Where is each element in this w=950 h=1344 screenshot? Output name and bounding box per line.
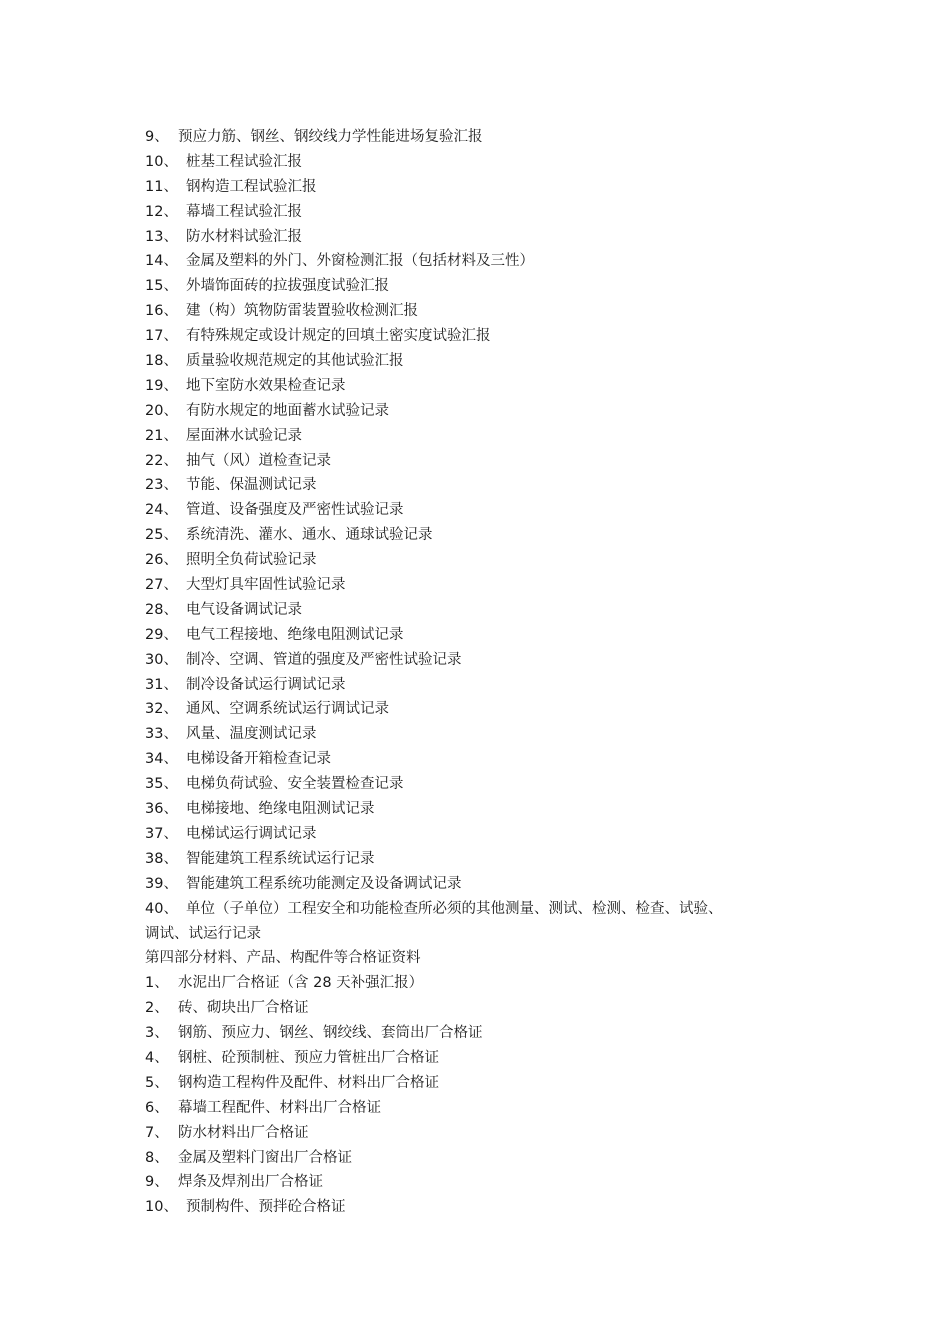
list-item xyxy=(145,573,815,598)
list-item xyxy=(145,473,815,498)
list-item-text: 建（构）筑物防雷装置验收检测汇报 xyxy=(186,303,418,320)
list-item-number: 20、 xyxy=(145,402,178,419)
list-item-number: 12、 xyxy=(145,203,178,220)
list-item-text: 电气工程接地、绝缘电阻测试记录 xyxy=(186,626,404,643)
list-item-number: 29、 xyxy=(145,626,178,643)
list-item-text: 电梯试运行调试记录 xyxy=(186,825,317,842)
list-item-text: 外墙饰面砖的拉拔强度试验汇报 xyxy=(186,278,389,295)
list-item-number: 26、 xyxy=(145,552,178,569)
section4-heading: 第四部分材料、产品、构配件等合格证资料 xyxy=(145,950,421,967)
list-item xyxy=(145,797,815,822)
list-item-text: 焊条及焊剂出厂合格证 xyxy=(178,1174,323,1191)
list-item xyxy=(145,697,815,722)
list-item xyxy=(145,175,815,200)
list-item-text: 电梯负荷试验、安全装置检查记录 xyxy=(186,776,404,793)
list-item-number: 6、 xyxy=(145,1099,169,1116)
list-item xyxy=(145,225,815,250)
list-item xyxy=(145,1146,815,1171)
list-item xyxy=(145,971,815,996)
list-item-text: 抽气（风）道检查记录 xyxy=(186,452,331,469)
list-item xyxy=(145,449,815,474)
list-item-text: 大型灯具牢固性试验记录 xyxy=(186,577,346,594)
list-item-text: 制冷、空调、管道的强度及严密性试验记录 xyxy=(186,651,462,668)
list-item-number: 1、 xyxy=(145,975,169,992)
list-item xyxy=(145,349,815,374)
list-item xyxy=(145,150,815,175)
list-item xyxy=(145,673,815,698)
list-item-text: 钢筋、预应力、钢丝、钢绞线、套筒出厂合格证 xyxy=(178,1025,483,1042)
list-item xyxy=(145,125,815,150)
list-item-number: 38、 xyxy=(145,850,178,867)
list-item-text: 系统清洗、灌水、通水、通球试验记录 xyxy=(186,527,433,544)
list-item-number: 11、 xyxy=(145,178,178,195)
list-item-number: 31、 xyxy=(145,676,178,693)
list-item-number: 30、 xyxy=(145,651,178,668)
list-item-text: 智能建筑工程系统试运行记录 xyxy=(186,850,375,867)
list-item xyxy=(145,374,815,399)
list-item-number: 9、 xyxy=(145,1174,169,1191)
list-item xyxy=(145,1071,815,1096)
list-item-text-line1: 单位（子单位）工程安全和功能检查所必须的其他测量、测试、检测、检查、试验、 xyxy=(186,900,723,917)
list-item-text: 钢构造工程构件及配件、材料出厂合格证 xyxy=(178,1074,439,1091)
list-item-text: 钢构造工程试验汇报 xyxy=(186,178,317,195)
list-item-text: 有防水规定的地面蓄水试验记录 xyxy=(186,402,389,419)
list-item-text: 钢桩、砼预制桩、预应力管桩出厂合格证 xyxy=(178,1049,439,1066)
list-item-text: 地下室防水效果检查记录 xyxy=(186,377,346,394)
list-item-number: 32、 xyxy=(145,701,178,718)
list-item-number: 13、 xyxy=(145,228,178,245)
list-item-number: 36、 xyxy=(145,801,178,818)
list-item xyxy=(145,548,815,573)
list-item-number: 10、 xyxy=(145,1199,178,1216)
list-item xyxy=(145,1121,815,1146)
list-item-number: 7、 xyxy=(145,1124,169,1141)
list-item-number: 40、 xyxy=(145,900,178,917)
list-item-number: 5、 xyxy=(145,1074,169,1091)
list-item-number: 18、 xyxy=(145,353,178,370)
list-item-text: 风量、温度测试记录 xyxy=(186,726,317,743)
list-item-number: 19、 xyxy=(145,377,178,394)
list-item-number: 33、 xyxy=(145,726,178,743)
list-item xyxy=(145,299,815,324)
list-item-text: 防水材料出厂合格证 xyxy=(178,1124,309,1141)
list-item-number: 4、 xyxy=(145,1049,169,1066)
list-item-text: 预制构件、预拌砼合格证 xyxy=(186,1199,346,1216)
list-item xyxy=(145,1021,815,1046)
list-item xyxy=(145,648,815,673)
list-item xyxy=(145,1170,815,1195)
list-item-text: 节能、保温测试记录 xyxy=(186,477,317,494)
list-item xyxy=(145,498,815,523)
list-item-text: 防水材料试验汇报 xyxy=(186,228,302,245)
list-item-number: 10、 xyxy=(145,153,178,170)
list-item-text: 通风、空调系统试运行调试记录 xyxy=(186,701,389,718)
list-item-text: 水泥出厂合格证（含 28 天补强汇报） xyxy=(178,975,424,992)
list-item-text: 电气设备调试记录 xyxy=(186,601,302,618)
list-item-number: 22、 xyxy=(145,452,178,469)
list-item xyxy=(145,623,815,648)
list-item-number: 21、 xyxy=(145,427,178,444)
list-item-text-line2: 调试、试运行记录 xyxy=(145,925,261,942)
list-item-text: 砖、砌块出厂合格证 xyxy=(178,1000,309,1017)
list-item-number: 16、 xyxy=(145,303,178,320)
list-item xyxy=(145,1195,815,1220)
list-item-text: 有特殊规定或设计规定的回填土密实度试验汇报 xyxy=(186,328,491,345)
section4-list xyxy=(145,971,815,1220)
list-item xyxy=(145,324,815,349)
list-item-number: 35、 xyxy=(145,776,178,793)
list-item-number: 14、 xyxy=(145,253,178,270)
list-item-text: 桩基工程试验汇报 xyxy=(186,153,302,170)
list-item-number: 28、 xyxy=(145,601,178,618)
list-item xyxy=(145,822,815,847)
list-item-text: 屋面淋水试验记录 xyxy=(186,427,302,444)
section3-list xyxy=(145,125,815,897)
list-item-number: 34、 xyxy=(145,751,178,768)
list-item xyxy=(145,598,815,623)
list-item-text: 电梯设备开箱检查记录 xyxy=(186,751,331,768)
list-item xyxy=(145,523,815,548)
list-item xyxy=(145,200,815,225)
list-item xyxy=(145,722,815,747)
list-item xyxy=(145,424,815,449)
list-item-number: 9、 xyxy=(145,129,169,145)
list-item-text: 幕墙工程试验汇报 xyxy=(186,203,302,220)
list-item xyxy=(145,1096,815,1121)
list-item-text: 质量验收规范规定的其他试验汇报 xyxy=(186,353,404,370)
list-item-text: 金属及塑料的外门、外窗检测汇报（包括材料及三性） xyxy=(186,253,534,270)
document-content xyxy=(145,125,815,1220)
list-item-number: 37、 xyxy=(145,825,178,842)
list-item-number: 8、 xyxy=(145,1149,169,1166)
list-item xyxy=(145,747,815,772)
list-item xyxy=(145,772,815,797)
list-item-number: 23、 xyxy=(145,477,178,494)
list-item xyxy=(145,1046,815,1071)
list-item-text: 智能建筑工程系统功能测定及设备调试记录 xyxy=(186,875,462,892)
list-item-number: 27、 xyxy=(145,577,178,594)
list-item-number: 39、 xyxy=(145,875,178,892)
list-item xyxy=(145,872,815,897)
list-item-text: 预应力筋、钢丝、钢绞线力学性能进场复验汇报 xyxy=(178,129,483,145)
list-item-text: 管道、设备强度及严密性试验记录 xyxy=(186,502,404,519)
list-item-number: 24、 xyxy=(145,502,178,519)
list-item xyxy=(145,847,815,872)
list-item-number: 25、 xyxy=(145,527,178,544)
list-item-text: 照明全负荷试验记录 xyxy=(186,552,317,569)
list-item xyxy=(145,274,815,299)
list-item xyxy=(145,996,815,1021)
list-item-number: 2、 xyxy=(145,1000,169,1017)
list-item xyxy=(145,399,815,424)
list-item-number: 3、 xyxy=(145,1025,169,1042)
list-item-number: 17、 xyxy=(145,328,178,345)
list-item-text: 电梯接地、绝缘电阻测试记录 xyxy=(186,801,375,818)
list-item-number: 15、 xyxy=(145,278,178,295)
list-item xyxy=(145,249,815,274)
list-item-text: 金属及塑料门窗出厂合格证 xyxy=(178,1149,352,1166)
list-item-text: 幕墙工程配件、材料出厂合格证 xyxy=(178,1099,381,1116)
list-item-40 xyxy=(145,897,815,947)
list-item-text: 制冷设备试运行调试记录 xyxy=(186,676,346,693)
